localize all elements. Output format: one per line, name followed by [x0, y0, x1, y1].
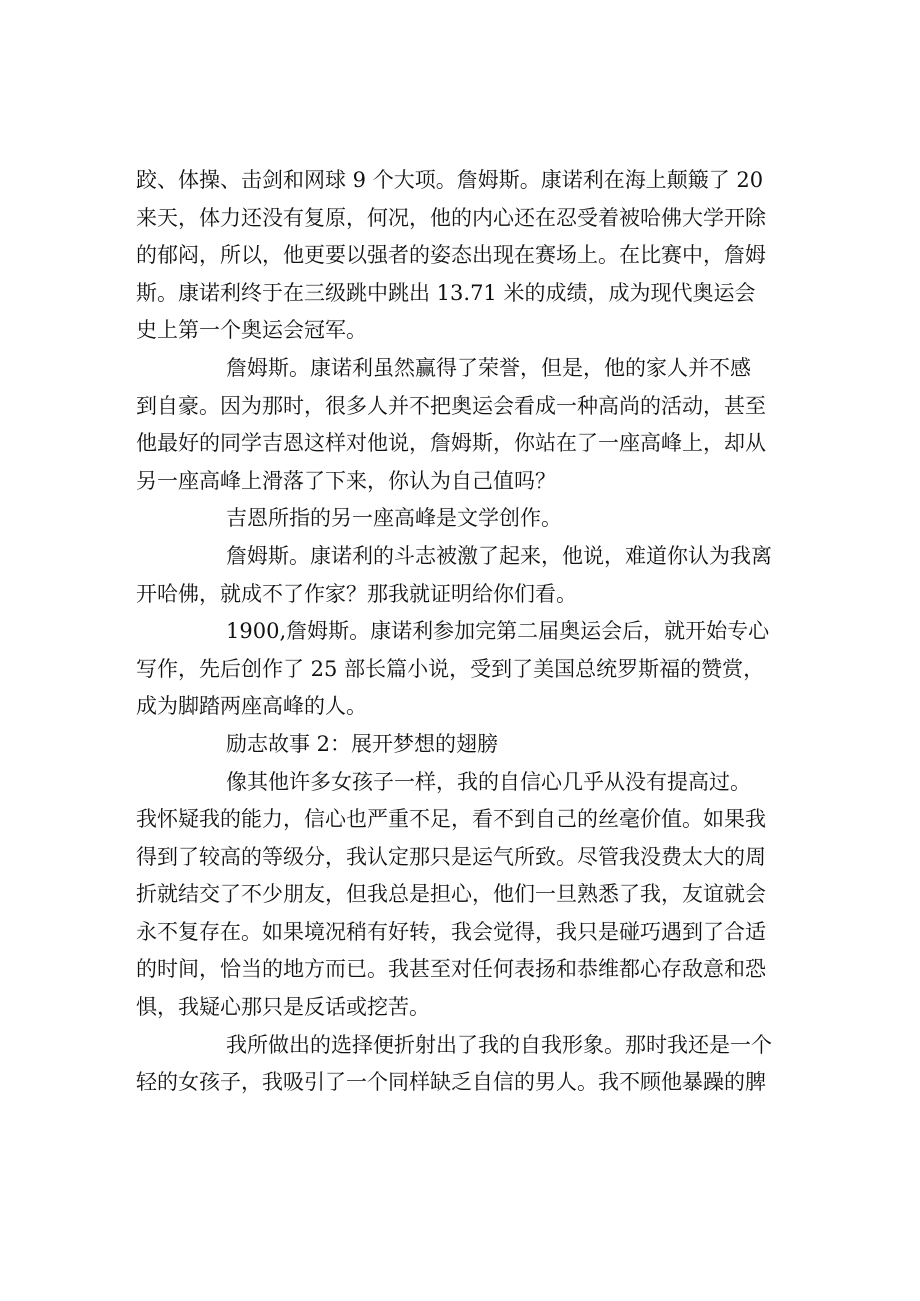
- text-line: 另一座高峰上滑落了下来，你认为自己值吗？: [136, 468, 556, 493]
- text-line: 我所做出的选择便折射出了我的自我形象。那时我还是一个: [226, 1032, 772, 1057]
- text-line: 的郁闷，所以，他更要以强者的姿态出现在赛场上。在比赛中，詹姆: [136, 243, 766, 268]
- text-line: 折就结交了不少朋友，但我总是担心，他们一旦熟悉了我，友谊就会: [136, 882, 766, 907]
- text-line: 吉恩所指的另一座高峰是文学创作。: [226, 506, 562, 531]
- text-line: 永不复存在。如果境况稍有好转，我会觉得，我只是碰巧遇到了合适: [136, 919, 766, 944]
- text-line: 斯。康诺利终于在三级跳中跳出 13.71 米的成绩，成为现代奥运会: [136, 280, 756, 305]
- text-line: 跤、体操、击剑和网球 9 个大项。詹姆斯。康诺利在海上颠簸了 20: [136, 168, 764, 192]
- text-line: 的时间，恰当的地方而已。我甚至对任何表扬和恭维都心存敌意和恐: [136, 957, 766, 982]
- paragraph: [136, 1027, 786, 1102]
- text-line: 我怀疑我的能力，信心也严重不足，看不到自己的丝毫价值。如果我: [136, 807, 766, 832]
- text-line: 到自豪。因为那时，很多人并不把奥运会看成一种高尚的活动，甚至: [136, 393, 766, 418]
- paragraph: [136, 613, 786, 726]
- paragraph: [136, 350, 786, 500]
- paragraph: [136, 538, 786, 613]
- text-line: 得到了较高的等级分，我认定那只是运气所致。尽管我没费太大的周: [136, 844, 766, 869]
- text-line: 詹姆斯。康诺利虽然赢得了荣誉，但是，他的家人并不感: [226, 355, 751, 380]
- text-line: 励志故事 2：展开梦想的翅膀: [226, 731, 499, 756]
- text-line: 写作，先后创作了 25 部长篇小说，受到了美国总统罗斯福的赞赏，: [136, 656, 765, 681]
- paragraph: [136, 500, 786, 538]
- document-body: [136, 162, 786, 1102]
- text-line: 惧，我疑心那只是反话或挖苦。: [136, 995, 430, 1020]
- text-line: 像其他许多女孩子一样，我的自信心几乎从没有提高过。: [226, 769, 751, 794]
- text-line: 他最好的同学吉恩这样对他说，詹姆斯，你站在了一座高峰上，却从: [136, 431, 766, 456]
- text-line: 轻的女孩子，我吸引了一个同样缺乏自信的男人。我不顾他暴躁的脾: [136, 1070, 766, 1095]
- text-line: 詹姆斯。康诺利的斗志被激了起来，他说，难道你认为我离: [226, 543, 772, 568]
- text-line: 来天，体力还没有复原，何况，他的内心还在忍受着被哈佛大学开除: [136, 205, 766, 230]
- paragraph: [136, 726, 786, 764]
- text-line: 1900,詹姆斯。康诺利参加完第二届奥运会后，就开始专心: [226, 619, 770, 644]
- paragraph: [136, 764, 786, 1027]
- paragraph: [136, 162, 786, 350]
- text-line: 史上第一个奥运会冠军。: [136, 318, 367, 343]
- text-line: 开哈佛，就成不了作家？那我就证明给你们看。: [136, 581, 577, 606]
- text-line: 成为脚踏两座高峰的人。: [136, 694, 367, 719]
